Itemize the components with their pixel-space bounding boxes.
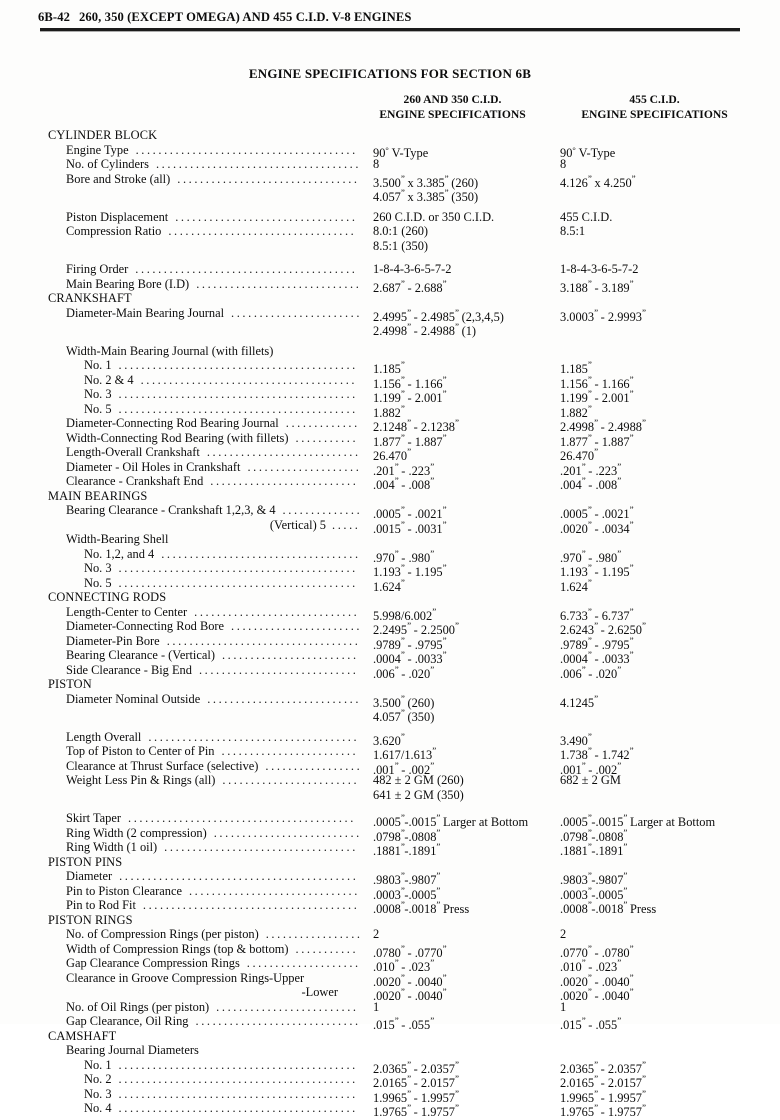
spec-row <box>0 239 780 254</box>
spec-row <box>0 744 780 762</box>
section-heading-row <box>0 913 780 928</box>
value-260-350: 641 ± 2 GM (350) <box>373 787 464 802</box>
dot-leader: .......................................... <box>118 1057 358 1072</box>
spec-row <box>0 869 780 887</box>
value-260-350: 1.199” - 2.001” <box>373 389 447 405</box>
value-455: 3.188” - 3.189” <box>560 278 634 295</box>
value-455: 2.4998” - 2.4988” <box>560 418 646 434</box>
section-heading-row <box>0 590 780 605</box>
spec-label: Clearance - Crankshaft End <box>66 474 204 488</box>
spec-row <box>0 1057 780 1076</box>
dot-leader: ............................. <box>196 276 362 291</box>
spec-row <box>0 1043 780 1058</box>
value-455: 4.126” x 4.250” <box>560 173 636 190</box>
spec-row <box>0 706 780 724</box>
value-455: 1.199” - 2.001” <box>560 389 634 405</box>
spec-row <box>0 811 780 829</box>
value-260-350: 2.4998” - 2.4988” (1) <box>373 322 477 338</box>
spec-label: Diameter Nominal Outside <box>66 691 201 706</box>
value-455: 1.193” - 1.195” <box>560 563 634 579</box>
dot-leader: ........... <box>295 430 359 445</box>
value-455: 6.733” - 6.737” <box>560 606 634 623</box>
spec-row <box>0 619 780 637</box>
value-455: 2.0365” - 2.0357” <box>560 1059 646 1076</box>
spacer-row <box>0 335 780 344</box>
value-455: .015” - .055” <box>560 1016 621 1032</box>
spec-label: Length Overall <box>66 729 142 744</box>
spec-row <box>0 430 780 449</box>
value-455: .004” - .008” <box>560 476 621 492</box>
value-455: .9803”-.9807” <box>560 871 627 887</box>
value-260-350: 2.687” - 2.688” <box>373 278 447 295</box>
value-455: .010” - .023” <box>560 958 621 974</box>
header-rule <box>40 28 740 31</box>
spec-row <box>0 662 780 681</box>
value-455: 3.0003” - 2.9993” <box>560 307 646 324</box>
spec-label: Bore and Stroke (all) <box>66 171 171 186</box>
column-header-260-350 <box>345 93 560 122</box>
dot-leader: ..................................... <box>148 729 360 744</box>
value-260-350: .001” - .002” <box>373 760 434 777</box>
spec-label: No. 3 <box>84 1086 112 1101</box>
dot-leader: ................................... <box>161 546 361 561</box>
value-260-350: 1.185” <box>373 360 405 376</box>
spec-label: Width-Main Bearing Journal (with fillets) <box>66 343 274 358</box>
value-260-350: .015” - .055” <box>373 1016 434 1032</box>
value-455: 4.1245” <box>560 693 598 710</box>
value-260-350: 3.500” x 3.385” (260) <box>373 173 479 190</box>
dot-leader: .......................................... <box>118 401 358 416</box>
dot-leader: ...................................... <box>142 898 360 912</box>
dot-leader: ....................................... <box>135 142 358 157</box>
spec-row <box>0 729 780 748</box>
spec-row <box>0 210 780 225</box>
value-260-350: 26.470” <box>373 447 411 463</box>
value-455: .0005”-.0015” Larger at Bottom <box>560 813 716 829</box>
value-260-350: .9789” - .9795” <box>373 635 447 652</box>
value-260-350: 1.624” <box>373 577 405 594</box>
value-260-350: 2.4995” - 2.4985” (2,3,4,5) <box>373 307 504 324</box>
spec-row <box>0 224 780 239</box>
value-455: .001” - .002” <box>560 760 621 777</box>
spec-row <box>0 320 780 338</box>
value-455: 682 ± 2 GM <box>560 773 621 787</box>
value-260-350: 2.2495” - 2.2500” <box>373 621 459 637</box>
value-260-350: .0798”-.0808” <box>373 827 440 844</box>
spec-label: No. 2 <box>84 1072 112 1086</box>
spec-row <box>0 517 780 536</box>
spec-row <box>0 416 780 434</box>
spec-label: Bearing Journal Diameters <box>66 1043 199 1057</box>
value-455: 3.490” <box>560 731 592 748</box>
value-455: 1.185” <box>560 360 592 376</box>
spec-label: No. of Oil Rings (per piston) <box>66 999 210 1014</box>
spec-row <box>0 1101 780 1119</box>
value-260-350: 2.0165” - 2.0157” <box>373 1074 459 1090</box>
spec-label: Length-Overall Crankshaft <box>66 445 200 459</box>
spec-row <box>0 474 780 492</box>
spec-label: Skirt Taper <box>66 811 121 825</box>
spec-row <box>0 305 780 324</box>
spec-row <box>0 143 780 158</box>
value-455: 8.5:1 <box>560 224 586 238</box>
spec-row <box>0 1000 780 1015</box>
section-heading: MAIN BEARINGS <box>48 488 148 503</box>
value-455: 1.624” <box>560 577 592 594</box>
running-head-title: 260, 350 (EXCEPT OMEGA) AND 455 C.I.D. V-8 ENGINES <box>78 10 412 24</box>
spec-row <box>0 773 780 788</box>
value-455: .0008”-.0018” Press <box>560 900 657 916</box>
spec-label: Clearance in Groove Compression Rings-Upper <box>66 970 305 985</box>
dot-leader: .......................................... <box>118 1072 358 1086</box>
dot-leader: ....................... <box>231 619 363 633</box>
dot-leader: .................... <box>247 459 362 474</box>
spec-row <box>0 276 780 295</box>
spec-label: No. 5 <box>84 575 112 590</box>
spec-row <box>0 633 780 652</box>
value-260-350: 4.057” x 3.385” (350) <box>373 188 479 204</box>
specifications-body <box>0 128 780 1119</box>
spec-row <box>0 691 780 710</box>
dot-leader: ..... <box>332 517 361 532</box>
spec-row <box>0 840 780 858</box>
spec-row <box>0 358 780 376</box>
spacer-row <box>0 253 780 262</box>
dot-leader: ................. <box>265 927 363 941</box>
dot-leader: ........... <box>295 941 359 956</box>
value-260-350: .0003”-.0005” <box>373 885 440 902</box>
dot-leader: .......................................... <box>118 1101 358 1115</box>
table-title: ENGINE SPECIFICATIONS FOR SECTION 6B <box>248 66 532 81</box>
spec-label: Main Bearing Bore (I.D) <box>66 276 190 291</box>
spec-label: Top of Piston to Center of Pin <box>66 744 215 758</box>
spec-label: Clearance at Thrust Surface (selective) <box>66 758 259 773</box>
spec-row <box>0 445 780 463</box>
dot-leader: .................................. <box>166 633 361 648</box>
section-heading-row <box>0 1029 780 1044</box>
value-260-350: 2 <box>373 927 380 941</box>
spec-row <box>0 503 780 521</box>
spec-row <box>0 262 780 277</box>
section-heading-row <box>0 855 780 870</box>
section-heading: CRANKSHAFT <box>48 291 132 305</box>
value-260-350: .0005”-.0015” Larger at Bottom <box>373 813 529 829</box>
value-455: 1.9765” - 1.9757” <box>560 1103 646 1119</box>
spec-label: No. 1 <box>84 1057 112 1072</box>
section-heading: CYLINDER BLOCK <box>48 128 158 142</box>
spec-label: Diameter-Main Bearing Journal <box>66 305 225 320</box>
spec-label: No. of Cylinders <box>66 157 149 171</box>
section-heading: PISTON <box>48 677 92 691</box>
section-heading-row <box>0 677 780 692</box>
page-folio: 6B-42 <box>38 10 70 24</box>
spec-label: No. 1,2, and 4 <box>84 546 155 561</box>
spec-row <box>0 532 780 547</box>
value-455: .0020” - .0034” <box>560 519 634 536</box>
value-260-350: 1.9965” - 1.9957” <box>373 1088 459 1105</box>
dot-leader: .................... <box>246 956 361 970</box>
value-455: .970” - .980” <box>560 548 621 565</box>
dot-leader: .............. <box>282 503 363 517</box>
spec-row <box>0 372 780 391</box>
value-455: 1.156” - 1.166” <box>560 374 634 391</box>
spec-row <box>0 1014 780 1032</box>
spec-label: Diameter-Connecting Rod Bearing Journal <box>66 416 279 430</box>
spec-row <box>0 927 780 942</box>
value-260-350: .1881”-.1891” <box>373 842 440 858</box>
value-260-350: .0780” - .0770” <box>373 943 447 960</box>
spec-row <box>0 186 780 204</box>
spec-label: Width of Compression Rings (top & bottom) <box>66 941 289 956</box>
value-260-350: 1 <box>373 999 380 1014</box>
value-260-350: 1-8-4-3-6-5-7-2 <box>373 262 452 276</box>
spec-label: Compression Ratio <box>66 224 162 238</box>
section-heading: CONNECTING RODS <box>48 590 167 604</box>
spec-label: No. 1 <box>84 358 112 372</box>
value-260-350: .0008”-.0018” Press <box>373 900 470 916</box>
value-455: 455 C.I.D. <box>560 209 613 224</box>
value-260-350: 260 C.I.D. or 350 C.I.D. <box>373 209 495 224</box>
value-455: .1881”-.1891” <box>560 842 627 858</box>
spec-label: No. 3 <box>84 387 112 401</box>
section-heading-row <box>0 489 780 504</box>
value-455: .0798”-.0808” <box>560 827 627 844</box>
dot-leader: .................................. <box>164 840 358 854</box>
value-455: 1.738” - 1.742” <box>560 746 634 762</box>
spec-row <box>0 898 780 916</box>
spec-label: Pin to Rod Fit <box>66 898 136 912</box>
value-260-350: 1.156” - 1.166” <box>373 374 447 391</box>
spec-label: Diameter - Oil Holes in Crankshaft <box>66 459 241 474</box>
value-260-350: 482 ± 2 GM (260) <box>373 773 464 787</box>
value-455: 90° V-Type <box>560 144 616 160</box>
value-260-350: .0020” - .0040” <box>373 972 447 989</box>
spec-row <box>0 459 780 478</box>
spec-label: Weight Less Pin & Rings (all) <box>66 773 216 787</box>
column-header-line2: ENGINE SPECIFICATIONS <box>581 107 728 121</box>
section-heading-row <box>0 128 780 143</box>
spec-row <box>0 171 780 190</box>
dot-leader: ........................... <box>207 691 362 706</box>
spec-row <box>0 344 780 359</box>
dot-leader: .......................................... <box>118 387 358 401</box>
value-260-350: .0015” - .0031” <box>373 519 447 536</box>
spec-row <box>0 956 780 974</box>
value-455: 1-8-4-3-6-5-7-2 <box>560 262 639 276</box>
value-260-350: .006” - .020” <box>373 664 434 681</box>
value-260-350: .010” - .023” <box>373 958 434 974</box>
dot-leader: ........................ <box>221 648 359 662</box>
value-455: 2.0165” - 2.0157” <box>560 1074 646 1090</box>
value-455: 1 <box>560 999 567 1014</box>
spec-row <box>0 575 780 594</box>
spec-row <box>0 985 780 1003</box>
value-260-350: 8.5:1 (350) <box>373 238 429 253</box>
dot-leader: ........................ <box>222 773 360 787</box>
value-455: .201” - .223” <box>560 461 621 478</box>
dot-leader: ........................... <box>206 445 361 459</box>
column-header-455 <box>552 93 757 122</box>
value-260-350: .970” - .980” <box>373 548 434 565</box>
spec-row <box>0 883 780 902</box>
spec-label: Ring Width (1 oil) <box>66 840 158 854</box>
dot-leader: ....................................... <box>135 262 358 276</box>
dot-leader: ............. <box>285 416 360 430</box>
value-455: .0770” - .0780” <box>560 943 634 960</box>
value-455: 1.882” <box>560 403 592 420</box>
spec-label: -Lower <box>301 985 338 999</box>
spec-row <box>0 941 780 960</box>
value-260-350: 4.057” (350) <box>373 708 435 724</box>
value-260-350: 8.0:1 (260) <box>373 224 429 238</box>
dot-leader: .............................. <box>188 883 360 898</box>
spec-label: No. of Compression Rings (per piston) <box>66 927 259 941</box>
dot-leader: ................................ <box>177 171 360 186</box>
spec-label: No. 3 <box>84 561 112 575</box>
dot-leader: .......................................... <box>118 358 358 372</box>
spec-label: Width-Bearing Shell <box>66 532 169 546</box>
dot-leader: .......................................... <box>118 561 358 575</box>
value-260-350: 3.500” (260) <box>373 693 435 710</box>
dot-leader: ............................ <box>198 662 359 677</box>
spec-label: No. 5 <box>84 401 112 416</box>
dot-leader: ................................ <box>175 209 358 224</box>
value-455: .0005” - .0021” <box>560 505 634 521</box>
spec-label: Diameter-Connecting Rod Bore <box>66 619 225 633</box>
value-455: .0004” - .0033” <box>560 650 634 666</box>
value-260-350: .201” - .223” <box>373 461 434 478</box>
value-260-350: 1.193” - 1.195” <box>373 563 447 579</box>
spec-label: Pin to Piston Clearance <box>66 883 182 898</box>
value-455: 2.6243” - 2.6250” <box>560 621 646 637</box>
value-260-350: .0004” - .0033” <box>373 650 447 666</box>
dot-leader: .......................... <box>213 825 362 840</box>
value-260-350: 1.882” <box>373 403 405 420</box>
spec-row <box>0 604 780 623</box>
value-455: 1.877” - 1.887” <box>560 432 634 449</box>
dot-leader: ........................................ <box>128 811 356 825</box>
spec-label: Diameter-Pin Bore <box>66 633 160 648</box>
value-260-350: 1.9765” - 1.9757” <box>373 1103 459 1119</box>
spec-row <box>0 387 780 405</box>
value-260-350: 1.617/1.613” <box>373 746 436 762</box>
dot-leader: ................. <box>265 758 363 773</box>
dot-leader: ................................. <box>168 224 357 238</box>
spec-label: Width-Connecting Rod Bearing (with fillets) <box>66 430 289 445</box>
value-260-350: 5.998/6.002” <box>373 606 436 623</box>
spec-label: No. 4 <box>84 1101 112 1115</box>
spec-label: Diameter <box>66 869 113 883</box>
dot-leader: ......................... <box>216 999 359 1014</box>
spec-label: Gap Clearance, Oil Ring <box>66 1014 189 1028</box>
spec-label: Side Clearance - Big End <box>66 662 192 677</box>
spacer-row <box>0 721 780 730</box>
value-455: .006” - .020” <box>560 664 621 681</box>
dot-leader: .......................................... <box>119 869 359 883</box>
spec-label: Bearing Clearance - (Vertical) <box>66 648 215 662</box>
value-260-350: .004” - .008” <box>373 476 434 492</box>
spec-row <box>0 788 780 803</box>
value-455: .0020” - .0040” <box>560 972 634 989</box>
spec-label: No. 2 & 4 <box>84 372 134 387</box>
spec-row <box>0 1072 780 1090</box>
dot-leader: .................................... <box>155 157 362 171</box>
spec-label: Ring Width (2 compression) <box>66 825 207 840</box>
section-heading: CAMSHAFT <box>48 1028 117 1043</box>
dot-leader: ........................ <box>221 744 359 758</box>
spec-label: (Vertical) 5 <box>269 517 326 532</box>
value-260-350: 2.0365” - 2.0357” <box>373 1059 459 1076</box>
spec-row <box>0 401 780 420</box>
value-260-350: 90° V-Type <box>373 144 429 160</box>
section-heading: PISTON RINGS <box>48 912 133 927</box>
section-heading-row <box>0 291 780 306</box>
dot-leader: ............................. <box>194 604 360 619</box>
spec-label: Firing Order <box>66 262 129 276</box>
spec-row <box>0 546 780 565</box>
spec-label: Engine Type <box>66 142 129 157</box>
value-455: .9789” - .9795” <box>560 635 634 652</box>
dot-leader: .......................... <box>210 474 359 488</box>
section-heading: PISTON PINS <box>48 854 123 869</box>
spec-row <box>0 1086 780 1105</box>
value-260-350: 2.1248” - 2.1238” <box>373 418 459 434</box>
dot-leader: ...................................... <box>140 372 358 387</box>
value-455: 26.470” <box>560 447 598 463</box>
value-455: .0020” - .0040” <box>560 987 634 1003</box>
spec-label: Bearing Clearance - Crankshaft 1,2,3, & 4 <box>66 503 276 517</box>
value-260-350: 3.620” <box>373 731 405 748</box>
value-260-350: .0020” - .0040” <box>373 987 447 1003</box>
column-header-line2: ENGINE SPECIFICATIONS <box>379 107 526 121</box>
spec-label: Piston Displacement <box>66 209 169 224</box>
spec-row <box>0 157 780 172</box>
spec-label: Length-Center to Center <box>66 604 188 619</box>
dot-leader: ............................. <box>195 1014 361 1028</box>
value-260-350: .9803”-.9807” <box>373 871 440 887</box>
value-455: 8 <box>560 157 567 171</box>
column-header-line1: 455 C.I.D. <box>629 93 680 106</box>
value-260-350: .0005” - .0021” <box>373 505 447 521</box>
spacer-row <box>0 802 780 811</box>
dot-leader: ....................... <box>231 305 363 320</box>
spec-row <box>0 825 780 844</box>
spec-row <box>0 648 780 666</box>
running-head <box>38 10 411 25</box>
spec-row <box>0 758 780 777</box>
column-header-line1: 260 AND 350 C.I.D. <box>403 93 502 106</box>
value-260-350: 1.877” - 1.887” <box>373 432 447 449</box>
value-455: 1.9965” - 1.9957” <box>560 1088 646 1105</box>
spec-row <box>0 970 780 989</box>
dot-leader: .......................................... <box>118 1086 358 1101</box>
value-455: 2 <box>560 927 567 941</box>
spacer-row <box>0 201 780 210</box>
spec-row <box>0 561 780 579</box>
spec-label: Gap Clearance Compression Rings <box>66 956 240 970</box>
value-455: .0003”-.0005” <box>560 885 627 902</box>
value-260-350: 8 <box>373 157 380 171</box>
dot-leader: .......................................... <box>118 575 358 590</box>
